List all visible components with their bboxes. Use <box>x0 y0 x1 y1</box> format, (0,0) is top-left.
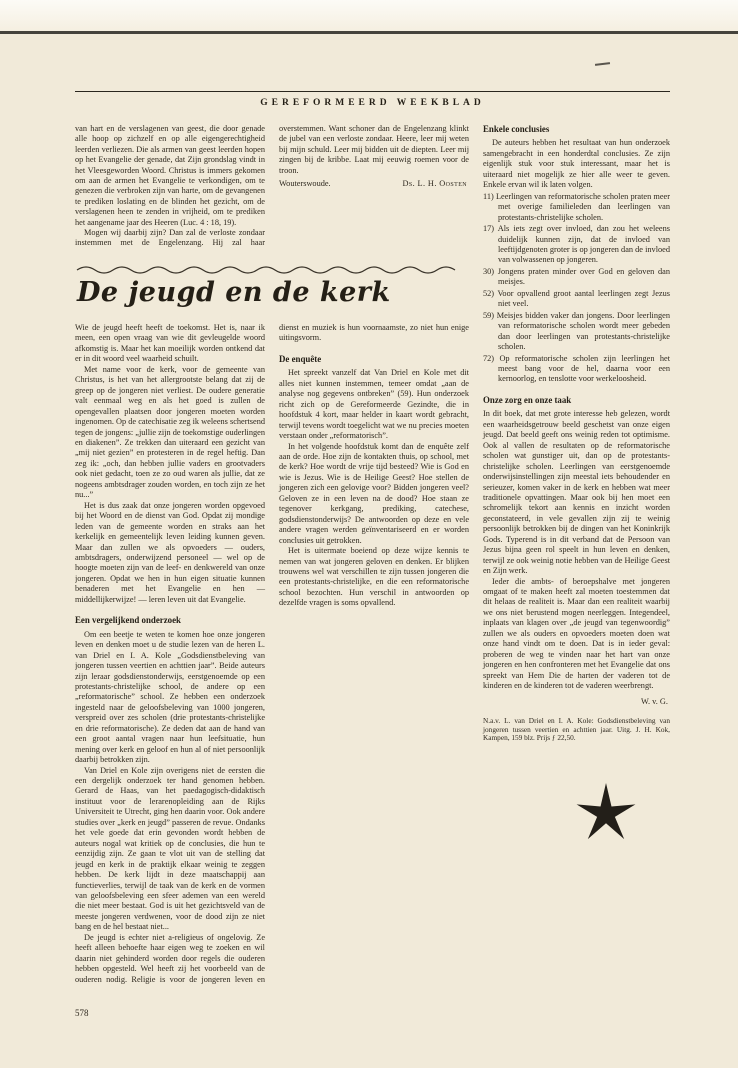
conclusion-text: Meisjes bidden vaker dan jongens. Door leerlingen van reformatorische scholen wordt meer gebeden dan door leerlingen van protestants-christelijke scholen. <box>496 310 670 352</box>
article-body <box>75 323 469 995</box>
article-signature-row <box>279 179 469 189</box>
conclusion-text: Als iets zegt over invloed, dan zou het weleens duidelijk kunnen zijn, dat de invloed van leeftijdgenoten groter is op jongeren dan de invloed van volwassenen op jongeren. <box>497 224 670 265</box>
paragraph: Met name voor de kerk, voor de gemeente van Christus, is het van het allergrootste belang dat zij de greep op de jongeren niet verliest. De oudere generatie valt eenmaal weg en als het goed is zullen de opengevallen plaatsen door jongeren moeten worden ingenomen. Op de catechisatie zeg ik weleens schertsend tegen de jongens: „jullie zijn de toekomstige ouderlingen en diakenen”. Ze trekken dan uiteraard een gezicht van „mij niet gezien” en protesteren in de regel heftig. Dan zeg ik: „och, dan hebben jullie vaders en grootvaders ook niet gedacht, toen ze zo oud waren als jullie, dat ze nogeens ambtsdrager zouden worden, en toch zijn ze het nu...” <box>75 364 265 500</box>
right-column <box>483 124 670 995</box>
paragraph: Het spreekt vanzelf dat Van Driel en Kole met dit alles niet kunnen instemmen, temeer omdat „aan de analyse nog gegevens ontbreken” (59). Hun onderzoek richt zich op de Gereformeerde Gezindte, die in hoofdstuk 4 kort, maar helder in kaart wordt gebracht, terwijl tevens wordt toegelicht wat we nu precies moeten verstaan onder „reformatorisch”. <box>279 368 469 441</box>
conclusion-number: 59) <box>483 310 495 320</box>
conclusions-intro: De auteurs hebben het resultaat van hun onderzoek samengebracht in een honderdtal conclusies. Ze zijn eigenlijk stuk voor stuk interessant, maar het is uiteraard niet mogelijk ze hier alle weer te geven. Enkele ervan wil ik laten volgen. <box>483 138 670 190</box>
conclusion-item <box>483 192 670 223</box>
conclusion-number: 11) <box>483 191 494 201</box>
conclusion-item <box>483 354 670 385</box>
star-ornament <box>575 783 637 845</box>
paragraph: In dit boek, dat met grote interesse heb gelezen, wordt een waarheidsgetrouw beeld geschetst van onze eigen jeugd. Dat beeld geeft ons weinig reden tot optimisme. Ook al vallen de resultaten op de reformatorische scholen wat gunstiger uit, dan op de protestants-christelijke scholen. Leerlingen van eerstgenoemde onderwijsinstellingen zijn meestal iets behoudender en serieuzer, komen vaker in de kerk en hebben wat meer traditionele opvattingen. Maar ook bij hen moet een schromelijk tekort aan kennis en inzicht worden geconstateerd, in vele gevallen zijn zij te weinig persoonlijk betrokken bij de dingen van het Koninkrijk Gods. Typerend is in dit verband dat de Persoon van Jezus bijna geen rol speelt in hun leven en denken, terwijl ze ook weinig notie hebben van de Heilige Geest en Zijn werk. <box>483 409 670 576</box>
author-initials: W. v. G. <box>640 696 668 706</box>
magazine-page <box>0 33 738 1068</box>
paragraph: In het volgende hoofdstuk komt dan de enquête zelf aan de orde. Hoe zijn de kontakten thuis, op school, met de kerk? Hoe wordt de vrije tijd besteed? Wie is God en wie is Jezus. Wie is de Heilige Geest? Hoe stellen de jongeren zich een gelovige voor? Bidden jongeren veel? Geloven ze in een leven na de dood? Hoe staan ze tegenover kerkgang, prediking, catechese, godsdienstonderwijs? De antwoorden op deze en vele andere vragen werden geïnventariseerd en er worden conclusies uit getrokken. <box>279 441 469 545</box>
paragraph: De jeugd is echter niet a-religieus of ongelovig. Ze heeft alleen behoefte haar eigen weg te zoeken en wil daarin niet gehinderd worden door regels die ouderen hebben opgesteld. Wel heeft zij het voorbeeld van de ouderen nodig. Religie is voor de jongeren leven en dienst en muziek is hun voornaamste, zo niet hun enige uitingsvorm. <box>75 323 469 984</box>
signature-author: Ds. L. H. Oosten <box>402 179 467 189</box>
paragraph: Van Driel en Kole zijn overigens niet de eersten die een dergelijk onderzoek ter hand genomen hebben. Gerard de Haas, van het paedagogisch-didaktisch instituut voor de lerarenopleiding aan de Rijks Universiteit te Utrecht, ging hen daarin voor. Ook andere studies over „kerk en jeugd” passeren de revue. Ondanks het vele goede dat erin gevonden wordt hebben de auteurs nogal wat kritiek op de conclusies, die hun te eenzijdig zijn. Ze gaan te vlot uit van de stelling dat jeugd en kerk in de praktijk elkaar weinig te zeggen hebben. De kerk lijdt in deze maatschappij aan functieverlies, terwijl de taak van de kerk en de vormen van geloofsbeleving een sfeer ademen van een wereld die niet meer bestaat. God is uit het gezichtsveld van de meeste jongeren verdwenen, voor de dood zijn ze niet bang en de hel bestaat niet... <box>75 765 265 932</box>
book-reference-note: N.a.v. L. van Driel en I. A. Kole: Godsdienstbeleving van jongeren tussen veertien en achttien jaar. Uitg. J. H. Kok, Kampen, 159 blz. Prijs ƒ 22,50. <box>483 716 670 743</box>
masthead-title: GEREFORMEERD WEEKBLAD <box>260 98 485 108</box>
conclusion-text: Leerlingen van reformatorische scholen praten meer met overige familieleden dan leerlingen van protestants-christelijke scholen. <box>495 191 671 222</box>
conclusion-number: 17) <box>483 224 495 234</box>
conclusion-item <box>483 224 670 266</box>
paragraph: van hart en de verslagenen van geest, die door genade alle hoop op zichzelf en op alle eigengerechtigheid leerden verliezen. Die als armen van geest leerden hopen op het Evangelie der genade, dat Zijn grondslag vindt in het Vleesgeworden Woord. Christus is immers gekomen om aan de armen het Evangelie te verkondigen, om te genezen die verbroken zijn van harte, om de gevangenen te prediken loslating en de blinden het gezicht, om de verslagenen heen te zenden in vrijheid, om te prediken het aangename jaar des Heeren (Luc. 4 : 18, 19). <box>75 124 265 227</box>
page-number: 578 <box>75 1008 89 1018</box>
signature-place: Wouterswoude. <box>279 179 331 189</box>
top-article-continuation <box>75 124 469 258</box>
paragraph: Om een beetje te weten te komen hoe onze jongeren leven en denken moet u de studie lezen van de heren L. van Driel en I. A. Kole „Godsdienstbeleving van jongeren tussen veertien en achttien jaar”. Beide auteurs zijn leraar godsdienstonderwijs, eerstgenoemde op een protestants-christelijke school, de andere op een „reformatorische” school. Ze hebben een onderzoek ingesteld naar de geloofsbeleving van 1000 jongeren, verspreid over zes scholen (drie protestants-christelijke en drie reformatorische). Ze deden dat aan de hand van een groot aantal vragen naar hun leefsituatie, hun mening over kerk en geloof en hun al of niet persoonlijk daarbij betrokken zijn. <box>75 629 265 765</box>
left-two-columns <box>75 124 469 995</box>
paragraph: Ieder die ambts- of beroepshalve met jongeren omgaat of te maken heeft zal moeten toestemmen dat dit helaas de realiteit is. Maar dan een realiteit waarbij we ons niet berustend mogen neerleggen. Integendeel, inplaats van klagen over „de jeugd van tegenwoordig” zullen we als ouders en opvoeders moeten doen wat onze hand vindt om te doen. Dat is in ieder geval: proberen de weg te vinden naar het hart van onze jongeren en hen confronteren met het Evangelie dat ons spreekt van Hem Die de harten der vaderen tot de kinderen en de kinderen tot de vaderen weerbrengt. <box>483 576 670 691</box>
closing-heading: Onze zorg en onze taak <box>483 394 572 405</box>
paragraph: Wie de jeugd heeft heeft de toekomst. Het is, naar ik meen, een open vraag van wie dit gevleugelde woord afkomstig is. Maar het kan moeilijk worden ontkend dat er in dit woord veel waarheid schuilt. <box>75 323 265 364</box>
masthead <box>75 91 670 108</box>
section-heading-onderzoek: Een vergelijkend onderzoek <box>75 615 181 626</box>
conclusion-item <box>483 311 670 353</box>
conclusion-text: Voor opvallend groot aantal leerlingen zegt Jezus niet veel. <box>497 288 670 309</box>
conclusion-number: 72) <box>483 353 495 363</box>
paragraph: Mogen wij daarbij zijn? Dan zal de verloste zondaar instemmen met de Engelenzang. Hij zal haar overstemmen. Want schoner dan de Engelenzang klinkt de jubel van een verloste zondaar. Heere, leer mij weten bij mijn schuld. Leer mij bidden uit de diepten. Leer mij zingen bij de kribbe. Laat mij eeuwig roemen voor de troon. <box>75 124 469 248</box>
scan-page-edge <box>0 0 738 34</box>
conclusion-item <box>483 267 670 288</box>
conclusion-number: 52) <box>483 288 495 298</box>
conclusion-text: Jongens praten minder over God en geloven dan meisjes. <box>497 266 670 287</box>
paragraph: Het is dus zaak dat onze jongeren worden opgevoed bij het Woord en de dienst van God. Opdat zij mondige leden van de gemeente worden en straks aan het kerkelijk en gemeentelijk leven leiding kunnen geven. Maar dan zullen we als opvoeders — ouders, ambtsdragers, onderwijzend personeel — wel op de hoogte moeten zijn van de leef- en denkwereld van onze jongeren. Opdat we hen in hun eigen situatie kunnen benaderen met het Evangelie en hen — middellijkerwijze! — leren leven uit dat Evangelie. <box>75 500 265 604</box>
masthead-rule <box>75 91 670 92</box>
section-heading-enquete: De enquête <box>279 353 322 364</box>
paragraph: Het is uitermate boeiend op deze wijze kennis te nemen van wat jongeren geloven en denken. Er blijken trouwens wel wat verschillen te zijn tussen jongeren die een protestants-christelijke, en die een reformatorische school bezochten. Hun verschil in antwoorden op dezelfde vragen is soms opvallend. <box>279 546 469 608</box>
conclusion-item <box>483 289 670 310</box>
conclusion-text: Op reformatorische scholen zijn leerlingen het meest bang voor de hel, daarna voor een kernoorlog, en tenslotte voor werkeloosheid. <box>498 353 671 384</box>
conclusion-number: 30) <box>483 266 495 276</box>
wavy-divider <box>75 265 467 275</box>
content-area <box>75 124 670 995</box>
conclusions-heading: Enkele conclusies <box>483 124 550 134</box>
article-title: De jeugd en de kerk <box>77 277 391 308</box>
